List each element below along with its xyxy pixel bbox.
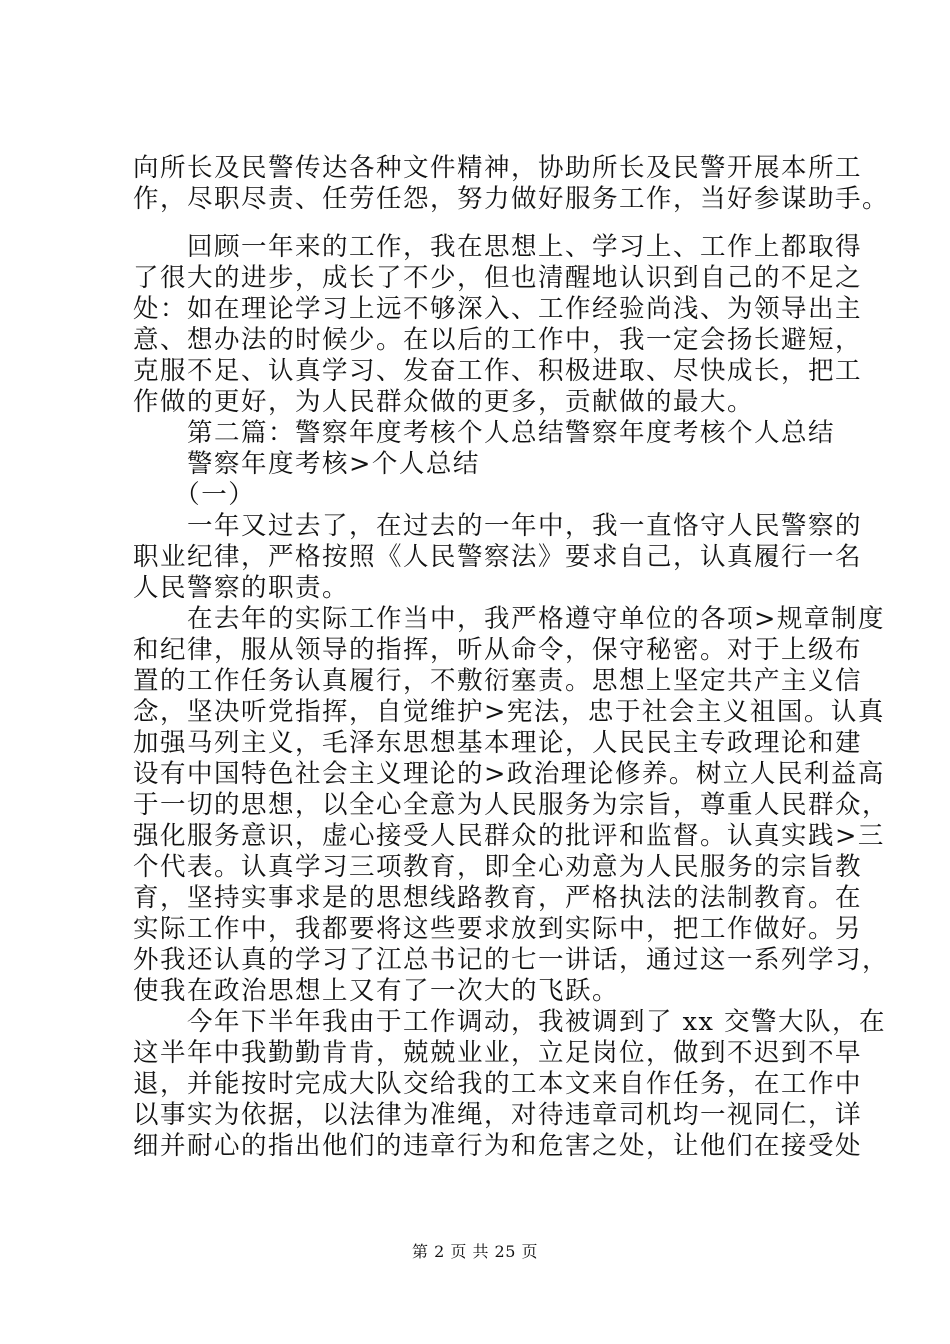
- section-number: （一）: [133, 480, 256, 510]
- text-line: 使我在政治思想上又有了一次大的飞跃。: [133, 976, 620, 1006]
- text-line: 加强马列主义，毛泽东思想基本理论，人民民主专政理论和建: [133, 728, 863, 758]
- text-line: 向所长及民警传达各种文件精神，协助所长及民警开展本所工: [133, 153, 863, 183]
- text-line: 育，坚持实事求是的思想线路教育，严格执法的法制教育。在: [133, 883, 863, 913]
- text-line: 和纪律，服从领导的指挥，听从命令，保守秘密。对于上级布: [133, 635, 863, 665]
- text-line: 置的工作任务认真履行，不敷衍塞责。思想上坚定共产主义信: [133, 666, 863, 696]
- text-line: 于一切的思想，以全心全意为人民服务为宗旨，尊重人民群众，: [133, 790, 890, 820]
- text-line: 意、想办法的时候少。在以后的工作中，我一定会扬长避短，: [133, 325, 863, 355]
- page-footer: [0, 1242, 950, 1262]
- text-line: 念，坚决听党指挥，自觉维护>宪法，忠于社会主义祖国。认真: [133, 697, 885, 727]
- intro-paragraph: [133, 153, 890, 215]
- text-line: 克服不足、认真学习、发奋工作、积极进取、尽快成长，把工: [133, 356, 863, 386]
- text-line: 回顾一年来的工作，我在思想上、学习上、工作上都取得: [133, 232, 863, 262]
- text-line: 实际工作中，我都要将这些要求放到实际中，把工作做好。另: [133, 914, 863, 944]
- text-line: 处：如在理论学习上远不够深入、工作经验尚浅、为领导出主: [133, 294, 863, 324]
- section-heading: 第二篇：警察年度考核个人总结警察年度考核个人总结: [133, 418, 836, 448]
- text-line: 作做的更好，为人民群众做的更多，贡献做的最大。: [133, 387, 755, 417]
- text-line: 外我还认真的学习了江总书记的七一讲话，通过这一系列学习，: [133, 945, 890, 975]
- text-line: 退，并能按时完成大队交给我的工本文来自作任务，在工作中: [133, 1069, 863, 1099]
- page-number: 第 2 页 共 25 页: [412, 1242, 538, 1261]
- text-line: 今年下半年我由于工作调动，我被调到了 xx 交警大队，在: [133, 1007, 886, 1037]
- text-line: 人民警察的职责。: [133, 573, 350, 603]
- text-line: 设有中国特色社会主义理论的>政治理论修养。树立人民利益高: [133, 759, 885, 789]
- text-line: 以事实为依据，以法律为准绳，对待违章司机均一视同仁，详: [133, 1100, 863, 1130]
- text-line: 在去年的实际工作当中，我严格遵守单位的各项>规章制度: [133, 604, 885, 634]
- text-line: 作，尽职尽责、任劳任怨，努力做好服务工作，当好参谋助手。: [133, 184, 890, 214]
- subheading: 警察年度考核>个人总结: [133, 449, 480, 479]
- body-text: [133, 232, 890, 1162]
- text-line: 强化服务意识，虚心接受人民群众的批评和监督。认真实践>三: [133, 821, 885, 851]
- text-line: 这半年中我勤勤肯肯，兢兢业业，立足岗位，做到不迟到不早: [133, 1038, 863, 1068]
- text-line: 细并耐心的指出他们的违章行为和危害之处，让他们在接受处: [133, 1131, 863, 1161]
- text-line: 个代表。认真学习三项教育，即全心劝意为人民服务的宗旨教: [133, 852, 863, 882]
- text-line: 了很大的进步，成长了不少，但也清醒地认识到自己的不足之: [133, 263, 863, 293]
- text-line: 职业纪律，严格按照《人民警察法》要求自己，认真履行一名: [133, 542, 863, 572]
- text-line: 一年又过去了，在过去的一年中，我一直恪守人民警察的: [133, 511, 863, 541]
